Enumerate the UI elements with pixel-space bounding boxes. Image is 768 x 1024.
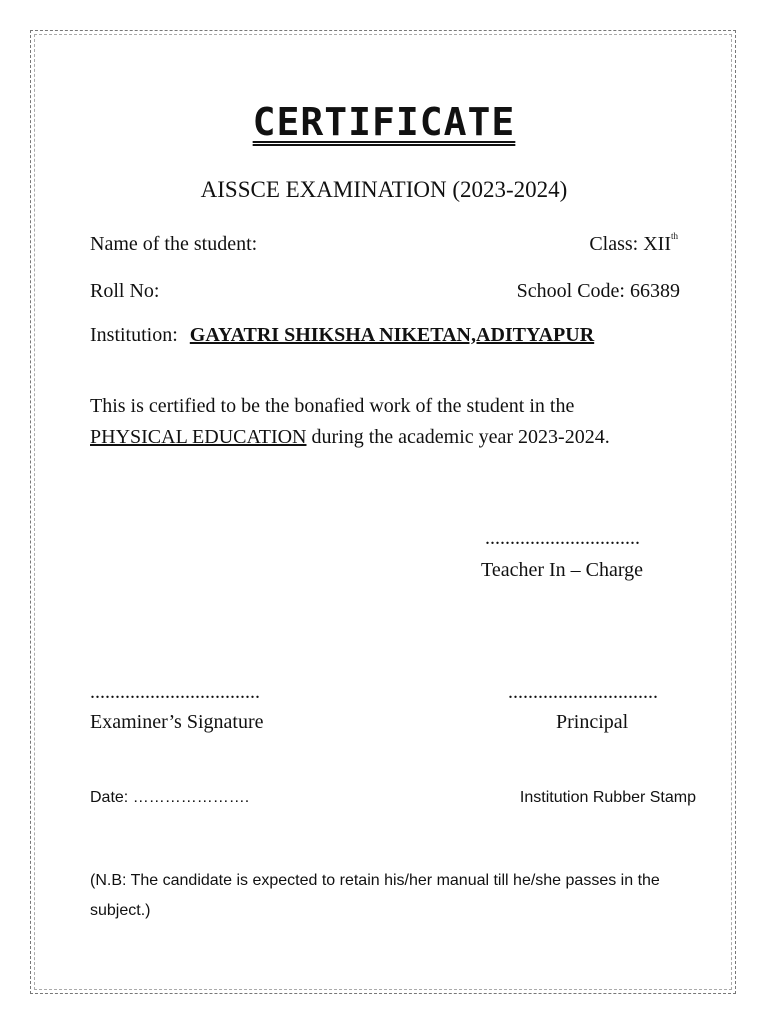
principal-signature-line: .............................. bbox=[508, 681, 658, 703]
roll-no-label: Roll No: bbox=[90, 280, 160, 302]
principal-label: Principal bbox=[556, 711, 629, 733]
teacher-in-charge-label: Teacher In – Charge bbox=[481, 559, 644, 581]
school-code-label: School Code: 66389 bbox=[516, 280, 680, 302]
institution-label: Institution: bbox=[90, 324, 178, 346]
subject-name: PHYSICAL EDUCATION bbox=[90, 426, 307, 448]
examiner-signature-line: .................................. bbox=[90, 681, 260, 703]
class-field bbox=[589, 233, 678, 256]
certification-paragraph bbox=[90, 391, 700, 453]
institution-name: GAYATRI SHIKSHA NIKETAN,ADITYAPUR bbox=[189, 324, 595, 346]
class-superscript: th bbox=[670, 231, 678, 241]
date-field: Date: …………………. bbox=[90, 789, 250, 806]
certification-text-1: This is certified to be the bonafied work of the student in the bbox=[90, 395, 575, 417]
certificate-title: CERTIFICATE bbox=[252, 100, 516, 144]
examiner-signature-label: Examiner’s Signature bbox=[90, 711, 264, 733]
note-text: (N.B: The candidate is expected to retain his/her manual till he/she passes in the subject.) bbox=[90, 872, 660, 919]
student-name-label: Name of the student: bbox=[90, 233, 258, 255]
rubber-stamp-label: Institution Rubber Stamp bbox=[519, 789, 696, 806]
class-label: Class: XII bbox=[589, 233, 671, 255]
exam-subtitle: AISSCE EXAMINATION (2023-2024) bbox=[200, 177, 568, 202]
institution-line bbox=[90, 324, 594, 347]
certification-text-2: during the academic year 2023-2024. bbox=[306, 426, 610, 448]
teacher-signature-line: ............................... bbox=[485, 527, 640, 549]
